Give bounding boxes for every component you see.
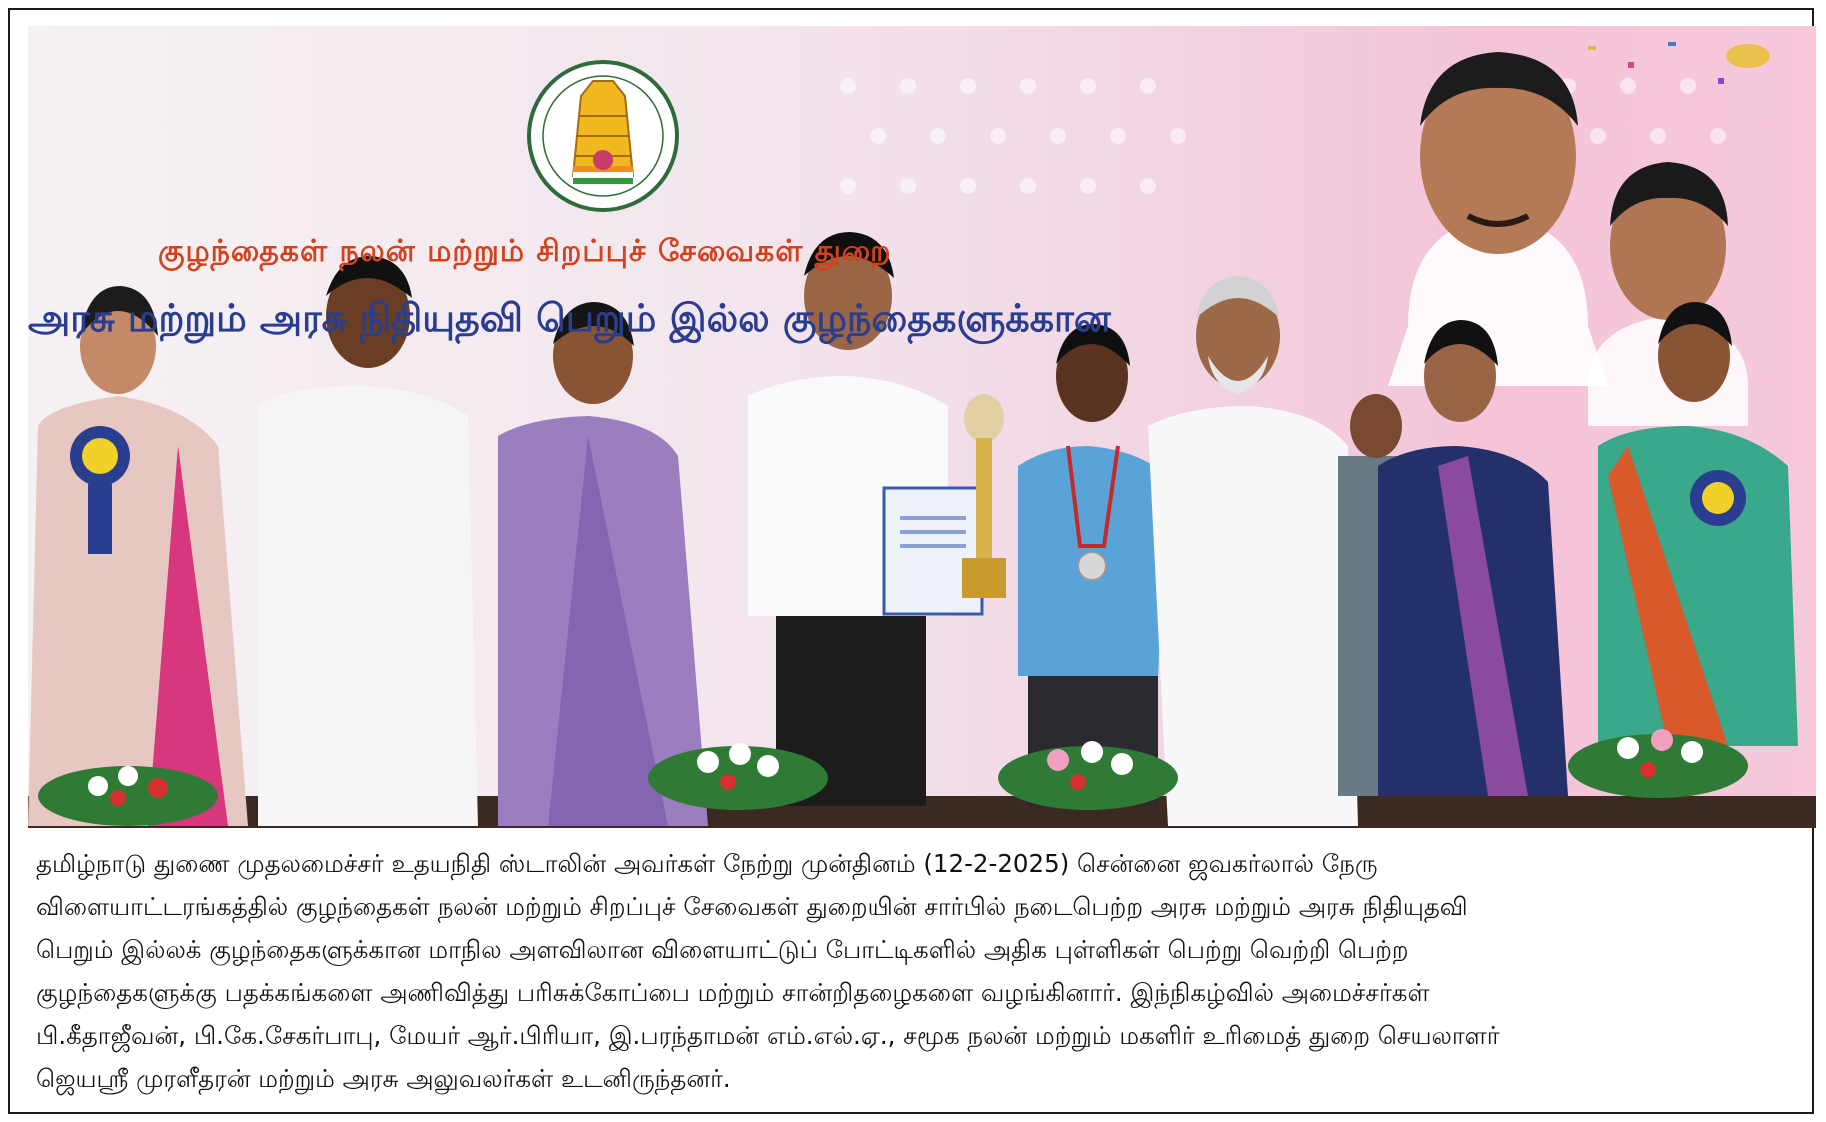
person-6 — [1148, 276, 1358, 826]
emblem-icon — [529, 62, 677, 210]
caption-line: குழந்தைகளுக்கு பதக்கங்களை அணிவித்து பரிசுக்கோப்பை மற்றும் சான்றிதழைகளை வழங்கினார். இந்நிகழ்வில் அமைச்சர்கள் — [36, 978, 1430, 1007]
caption-line: பெறும் இல்லக் குழந்தைகளுக்கான மாநில அளவிலான விளையாட்டுப் போட்டிகளில் அதிக புள்ளிகள் பெற்று வெற்றி பெற்ற — [36, 935, 1409, 964]
confetti — [1588, 42, 1770, 84]
person-1 — [28, 286, 248, 826]
caption-line: விளையாட்டரங்கத்தில் குழந்தைகள் நலன் மற்றும் சிறப்புச் சேவைகள் துறையின் சார்பில் நடைபெற்ற அரசு மற்றும் அரசு நிதியுதவி — [36, 892, 1468, 921]
event-photo-illustration — [28, 26, 1816, 828]
banner-department-title: குழந்தைகள் நலன் மற்றும் சிறப்புச் சேவைகள் துறை — [158, 234, 892, 269]
portrait-chief-minister — [1388, 52, 1608, 386]
press-release-frame — [8, 8, 1814, 1114]
event-photo — [28, 26, 1816, 828]
backdrop-dots — [840, 78, 1726, 194]
flower-arrangement-left — [38, 766, 218, 826]
caption-line: பி.கீதாஜீவன், பி.கே.சேகர்பாபு, மேயர் ஆர்.பிரியா, இ.பரந்தாமன் எம்.எல்.ஏ., சமூக நலன் மற்றும் மகளிர் உரிமைத் துறை செயலாளர் — [36, 1021, 1500, 1050]
banner-event-subtitle: அரசு மற்றும் அரசு நிதியுதவி பெறும் இல்ல குழந்தைகளுக்கான — [28, 296, 1111, 340]
person-5 — [1018, 324, 1168, 806]
medal-icon — [1078, 552, 1106, 580]
person-3 — [498, 302, 708, 826]
person-8 — [1378, 320, 1568, 796]
caption-line: தமிழ்நாடு துணை முதலமைச்சர் உதயநிதி ஸ்டாலின் அவர்கள் நேற்று முன்தினம் (12-2-2025) சென்னை ஜவகர்லால் நேரு — [36, 849, 1378, 878]
photo-caption — [36, 842, 1808, 1112]
caption-line: ஜெயஸ்ரீ முரளீதரன் மற்றும் அரசு அலுவலர்கள் உடனிருந்தனர். — [36, 1064, 731, 1093]
